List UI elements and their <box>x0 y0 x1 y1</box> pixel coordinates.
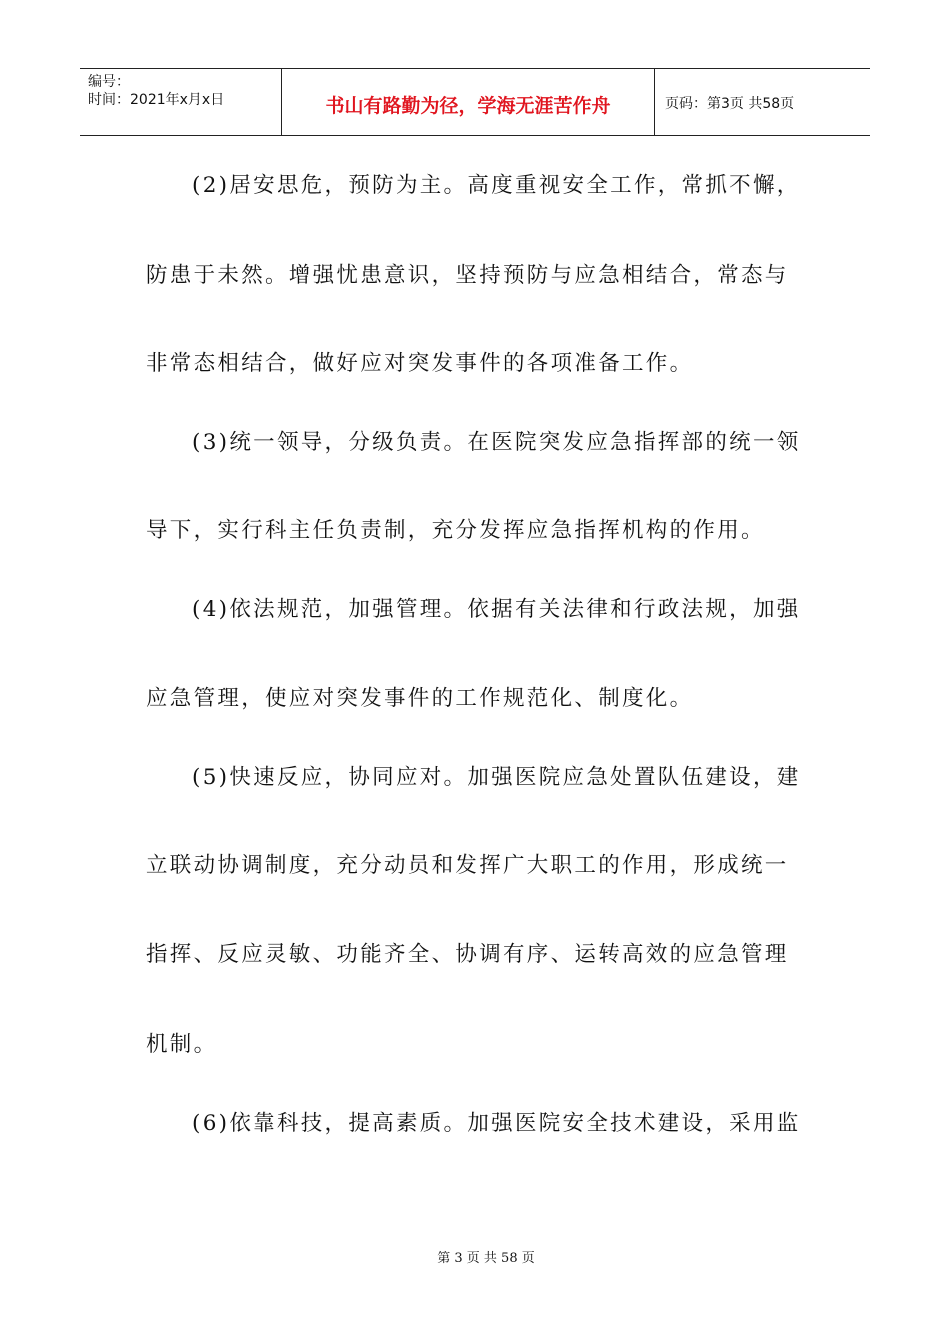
document-header <box>80 68 870 136</box>
paragraph-line: (2)居安思危，预防为主。高度重视安全工作，常抓不懈， <box>192 173 801 198</box>
document-date-label: 时间：2021年x月x日 <box>88 92 225 108</box>
paragraph-line: 防患于未然。增强忧患意识，坚持预防与应急相结合，常态与 <box>146 263 789 288</box>
paragraph-line: (3)统一领导，分级负责。在医院突发应急指挥部的统一领 <box>192 430 801 455</box>
page-footer: 第 3 页 共 58 页 <box>437 1251 535 1266</box>
header-motto: 书山有路勤为径，学海无涯苦作舟 <box>282 69 655 135</box>
header-meta <box>80 69 282 135</box>
paragraph-line: (6)依靠科技，提高素质。加强医院安全技术建设，采用监 <box>192 1111 801 1136</box>
paragraph-line: 非常态相结合，做好应对突发事件的各项准备工作。 <box>146 351 694 376</box>
document-number-label: 编号： <box>88 74 130 90</box>
paragraph-line: 应急管理，使应对突发事件的工作规范化、制度化。 <box>146 686 694 711</box>
paragraph-line: 立联动协调制度，充分动员和发挥广大职工的作用，形成统一 <box>146 853 789 878</box>
paragraph-line: (5)快速反应，协同应对。加强医院应急处置队伍建设，建 <box>192 765 801 790</box>
paragraph-line: 机制。 <box>146 1032 218 1057</box>
header-page-info: 页码：第3页 共58页 <box>665 96 795 112</box>
paragraph-line: 导下，实行科主任负责制，充分发挥应急指挥机构的作用。 <box>146 518 765 543</box>
paragraph-line: (4)依法规范，加强管理。依据有关法律和行政法规，加强 <box>192 597 801 622</box>
paragraph-line: 指挥、反应灵敏、功能齐全、协调有序、运转高效的应急管理 <box>146 942 789 967</box>
